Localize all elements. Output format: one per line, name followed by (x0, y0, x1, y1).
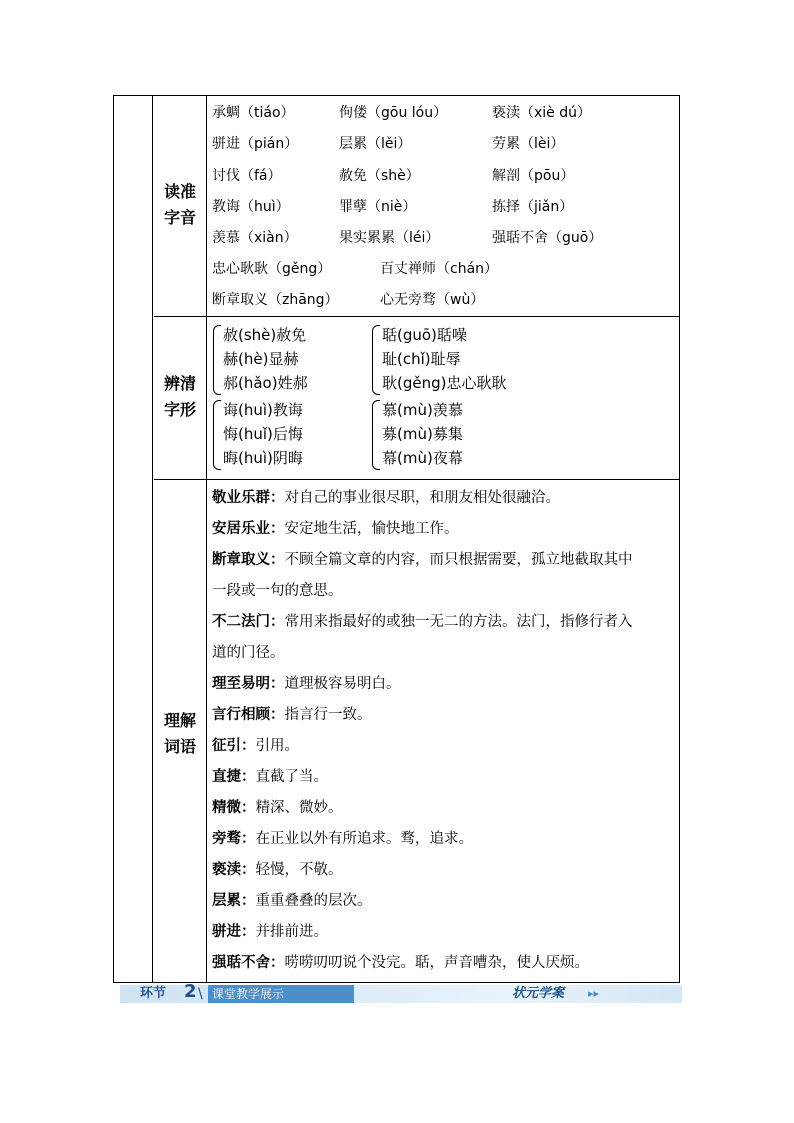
vocab-definition: 指言行一致。 (284, 707, 372, 723)
pronunciation-item: 拣择（jiǎn） (492, 199, 574, 215)
vocab-term: 敬业乐群： (212, 490, 285, 506)
glyph-group (213, 398, 363, 472)
vocab-term: 层累： (212, 893, 256, 909)
vocab-line (212, 487, 675, 509)
glyph-item: 悔(huǐ)后悔 (223, 425, 303, 443)
glyph-group (372, 398, 572, 472)
section-label-glyphs (154, 371, 206, 423)
vocab-line (212, 580, 675, 602)
glyph-cell (207, 317, 679, 479)
vocab-line (212, 952, 675, 974)
footer-brand: 状元学案 (512, 986, 565, 1001)
label-line: 理解 (163, 711, 196, 730)
brace-icon (213, 325, 221, 395)
glyph-group (213, 323, 363, 397)
vocab-line (212, 704, 675, 726)
glyph-item: 赦(shè)赦免 (223, 326, 307, 344)
label-line: 读准 (163, 182, 196, 201)
vocab-term: 安居乐业： (212, 521, 285, 537)
vocab-definition: 重重叠叠的层次。 (255, 893, 372, 909)
vocab-term: 亵渎： (212, 862, 256, 878)
glyph-item: 诲(huì)教诲 (223, 401, 303, 419)
pronunciation-item: 忠心耿耿（gěng） (212, 261, 332, 277)
vocab-term: 强聒不舍： (212, 955, 285, 971)
brace-icon (372, 325, 380, 395)
vocabulary-cell (207, 480, 679, 983)
pronunciation-item: 劳累（lèi） (492, 136, 565, 152)
vocab-line (212, 611, 675, 633)
vocab-term: 不二法门： (212, 614, 285, 630)
vocab-term: 理至易明： (212, 676, 285, 692)
vocab-definition: 轻慢，不敬。 (255, 862, 343, 878)
pronunciation-cell (207, 96, 679, 316)
footer-title: 课堂教学展示 (208, 985, 354, 1003)
pronunciation-item: 百丈禅师（chán） (380, 261, 499, 277)
vocab-term: 旁骛： (212, 831, 256, 847)
label-line: 字音 (163, 208, 196, 227)
section-label-vocabulary (154, 708, 206, 760)
label-line: 词语 (163, 737, 196, 756)
pronunciation-item: 罪孽（niè） (339, 199, 417, 215)
vocab-definition: 不顾全篇文章的内容，而只根据需要，孤立地截取其中 (284, 552, 633, 568)
brace-icon (213, 400, 221, 470)
pronunciation-item: 赦免（shè） (339, 168, 420, 184)
vocab-line (212, 735, 675, 757)
pronunciation-item: 心无旁骛（wù） (380, 292, 485, 308)
vocab-term: 骈进： (212, 924, 256, 940)
pronunciation-item: 佝偻（gōu lóu） (339, 105, 448, 121)
vocab-definition: 精深、微妙。 (255, 800, 343, 816)
label-line: 辨清 (163, 374, 196, 393)
lesson-table (113, 95, 680, 983)
section-footer-banner (120, 981, 682, 1003)
vocab-definition: 道的门径。 (212, 645, 285, 661)
pronunciation-item: 强聒不舍（guō） (492, 230, 603, 246)
glyph-item: 郝(hǎo)姓郝 (223, 374, 308, 392)
glyph-item: 赫(hè)显赫 (223, 350, 299, 368)
pronunciation-item: 承蜩（tiáo） (212, 105, 295, 121)
vocab-line (212, 859, 675, 881)
brace-icon (372, 400, 380, 470)
glyph-item: 耿(gěng)忠心耿耿 (382, 374, 507, 392)
section-label-pronunciation (154, 179, 206, 231)
vocab-line (212, 828, 675, 850)
glyph-item: 聒(guō)聒噪 (382, 326, 467, 344)
vocab-definition: 常用来指最好的或独一无二的方法。法门，指修行者入 (284, 614, 633, 630)
vocab-term: 精微： (212, 800, 256, 816)
vocab-term: 征引： (212, 738, 256, 754)
pronunciation-item: 断章取义（zhāng） (212, 292, 339, 308)
vocab-line (212, 797, 675, 819)
double-arrow-icon: ▸▸ (588, 987, 600, 1000)
vocab-definition: 安定地生活，愉快地工作。 (284, 521, 459, 537)
column-divider-1 (152, 96, 153, 982)
label-line: 字形 (163, 400, 196, 419)
vocab-definition: 在正业以外有所追求。骛，追求。 (255, 831, 473, 847)
vocab-definition: 直截了当。 (255, 769, 328, 785)
glyph-item: 慕(mù)羡慕 (382, 401, 463, 419)
vocab-term: 言行相顾： (212, 707, 285, 723)
pronunciation-item: 层累（lěi） (339, 136, 412, 152)
vocab-term: 直捷： (212, 769, 256, 785)
pronunciation-item: 果实累累（léi） (339, 230, 440, 246)
pronunciation-item: 羡慕（xiàn） (212, 230, 298, 246)
vocab-line (212, 921, 675, 943)
glyph-item: 幕(mù)夜幕 (382, 449, 463, 467)
glyph-item: 晦(huì)阴晦 (223, 449, 303, 467)
vocab-definition: 对自己的事业很尽职，和朋友相处很融洽。 (284, 490, 560, 506)
pronunciation-item: 解剖（pōu） (492, 168, 575, 184)
vocab-term: 断章取义： (212, 552, 285, 568)
vocab-line (212, 766, 675, 788)
vocab-definition: 并排前进。 (255, 924, 328, 940)
pronunciation-item: 骈进（pián） (212, 136, 299, 152)
vocab-line (212, 549, 675, 571)
glyph-group (372, 323, 572, 397)
vocab-line (212, 642, 675, 664)
vocab-definition: 唠唠叨叨说个没完。聒，声音嘈杂，使人厌烦。 (284, 955, 589, 971)
vocab-definition: 引用。 (255, 738, 299, 754)
pronunciation-item: 亵渎（xiè dú） (492, 105, 591, 121)
vocab-line (212, 890, 675, 912)
vocab-definition: 道理极容易明白。 (284, 676, 401, 692)
footer-stage-label: 环节 (140, 986, 167, 1001)
vocab-line (212, 518, 675, 540)
glyph-item: 耻(chǐ)耻辱 (382, 350, 461, 368)
footer-stage-number: 2 (184, 981, 197, 1002)
pronunciation-item: 讨伐（fá） (212, 168, 282, 184)
glyph-item: 募(mù)募集 (382, 425, 463, 443)
slash-icon: \ (198, 986, 203, 1002)
vocab-definition: 一段或一句的意思。 (212, 583, 343, 599)
pronunciation-item: 教诲（huì） (212, 199, 290, 215)
vocab-line (212, 673, 675, 695)
